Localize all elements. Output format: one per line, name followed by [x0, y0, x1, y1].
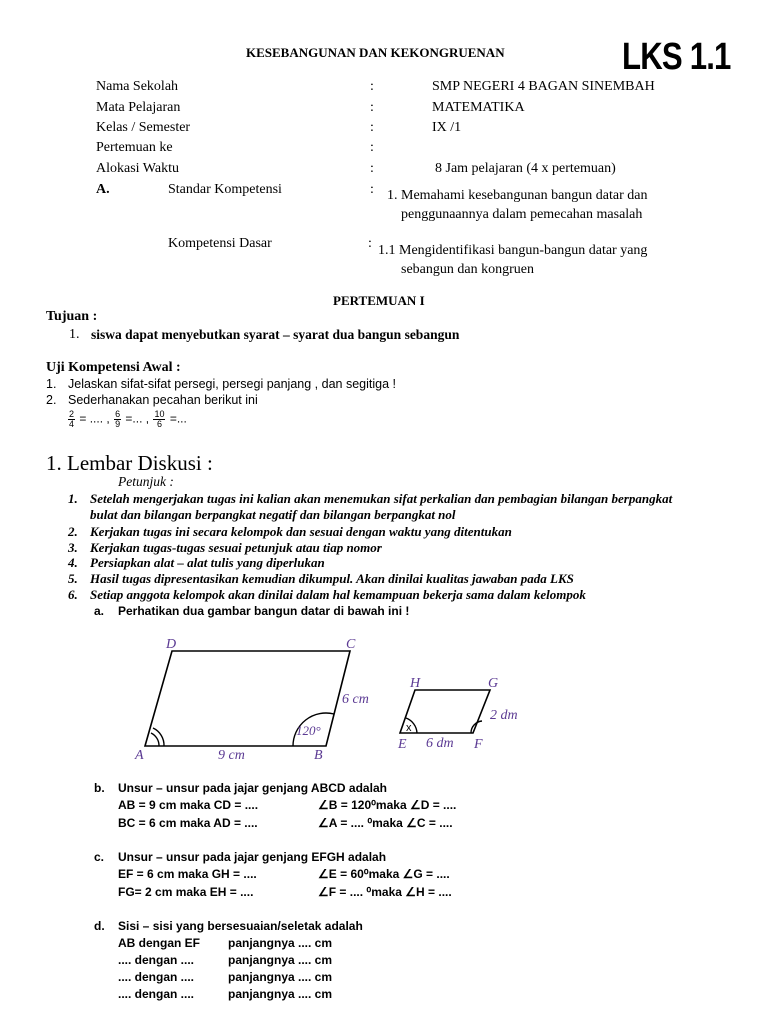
petunjuk-item-1-line2: bulat dan bilangan berpangkat negatif dan bilangan berpangkat nol: [90, 507, 456, 522]
petunjuk-label: Petunjuk :: [118, 474, 174, 489]
info-value-subject: MATEMATIKA: [432, 100, 525, 115]
standar-line1: 1. Memahami kesebangunan bangun datar dan: [387, 188, 648, 203]
petunjuk-item-6-number: 6.: [68, 587, 78, 602]
part-b-row-2-right: ∠A = .... ⁰maka ∠C = ....: [318, 816, 453, 830]
uji-item-2-number: 2.: [46, 393, 57, 407]
vertex-c-label: C: [346, 637, 356, 652]
part-d-row-2-right: panjangnya .... cm: [228, 953, 333, 967]
petunjuk-item-2-line1: Kerjakan tugas ini secara kelompok dan sesuai dengan waktu yang ditentukan: [90, 524, 512, 539]
info-label-school: Nama Sekolah: [96, 79, 179, 94]
angle-b-value: 120°: [296, 723, 321, 738]
info-colon-subject: :: [370, 100, 374, 115]
petunjuk-item-1-line1: Setelah mengerjakan tugas ini kalian akan menemukan sifat perkalian dan pembagian bilangan berpangkat: [90, 491, 673, 506]
part-b-heading: Unsur – unsur pada jajar genjang ABCD adalah: [118, 781, 387, 795]
uji-item-2-text: Sederhanakan pecahan berikut ini: [68, 393, 258, 407]
part-c-row-1-right: ∠E = 60⁰maka ∠G = ....: [318, 867, 450, 881]
parallelogram-abcd: [134, 637, 369, 763]
info-label-class: Kelas / Semester: [96, 120, 191, 135]
standar-label: Standar Kompetensi: [168, 182, 282, 197]
part-b-row-1-left: AB = 9 cm maka CD = ....: [118, 798, 259, 812]
standar-line2: penggunaannya dalam pemecahan masalah: [401, 207, 643, 222]
vertex-a-label: A: [135, 748, 144, 763]
standar-colon: :: [370, 182, 374, 197]
tujuan-heading: Tujuan :: [46, 309, 98, 324]
vertex-b-label: B: [314, 748, 323, 763]
uji-item-1-number: 1.: [46, 377, 57, 391]
fraction-3-denominator: 6: [156, 419, 162, 429]
part-a-letter: a.: [94, 604, 105, 618]
info-colon-class: :: [370, 120, 374, 135]
fraction-3: [153, 410, 165, 429]
uji-heading: Uji Kompetensi Awal :: [46, 360, 181, 375]
part-d-letter: d.: [94, 919, 105, 933]
pertemuan-heading: PERTEMUAN I: [333, 293, 425, 308]
parallelogram-efgh: [397, 676, 518, 752]
diskusi-heading: 1. Lembar Diskusi :: [46, 451, 213, 475]
tujuan-number: 1.: [69, 327, 80, 342]
uji-item-1-text: Jelaskan sifat-sifat persegi, persegi panjang , dan segitiga !: [68, 377, 396, 391]
fraction-2-tail: =... ,: [125, 411, 150, 426]
part-d-row-4-left: .... dengan ....: [118, 987, 195, 1001]
part-c-row-1-left: EF = 6 cm maka GH = ....: [118, 867, 257, 881]
fraction-row: [67, 410, 187, 429]
parallelogram-efgh-shape: [400, 690, 490, 733]
fraction-3-numerator: 10: [154, 409, 165, 419]
part-c-letter: c.: [94, 850, 105, 864]
tujuan-text: siswa dapat menyebutkan syarat – syarat dua bangun sebangun: [91, 327, 460, 342]
vertex-f-label: F: [474, 737, 483, 752]
angle-a-arc-outer: [153, 728, 164, 746]
fraction-1-denominator: 4: [69, 419, 75, 429]
info-value-class: IX /1: [432, 120, 462, 135]
fraction-2: [114, 410, 121, 429]
vertex-d-label: D: [166, 637, 177, 652]
info-label-meeting: Pertemuan ke: [96, 140, 173, 155]
part-d-row-4-right: panjangnya .... cm: [228, 987, 333, 1001]
petunjuk-item-4-line1: Persiapkan alat – alat tulis yang diperlukan: [90, 555, 325, 570]
petunjuk-item-3-line1: Kerjakan tugas-tugas sesuai petunjuk atau tiap nomor: [90, 540, 382, 555]
part-c-row-2-right: ∠F = .... ⁰maka ∠H = ....: [318, 885, 452, 899]
angle-a-arc-inner: [151, 733, 159, 746]
info-value-time: 8 Jam pelajaran (4 x pertemuan): [435, 161, 616, 176]
part-b-letter: b.: [94, 781, 105, 795]
dasar-line2: sebangun dan kongruen: [401, 262, 534, 277]
part-d-heading: Sisi – sisi yang bersesuaian/seletak adalah: [118, 919, 363, 933]
part-d-row-2-left: .... dengan ....: [118, 953, 195, 967]
fraction-1: [68, 410, 75, 429]
info-colon-time: :: [370, 161, 374, 176]
part-d-row-1-left: AB dengan EF: [118, 936, 201, 950]
petunjuk-item-3-number: 3.: [68, 540, 78, 555]
part-c-heading: Unsur – unsur pada jajar genjang EFGH adalah: [118, 850, 387, 864]
side-ab-length: 9 cm: [218, 748, 245, 763]
part-a-text: Perhatikan dua gambar bangun datar di bawah ini !: [118, 604, 410, 618]
dasar-line1: 1.1 Mengidentifikasi bangun-bangun datar yang: [378, 243, 648, 258]
part-b-row-2-left: BC = 6 cm maka AD = ....: [118, 816, 258, 830]
petunjuk-item-5-line1: Hasil tugas dipresentasikan kemudian dikumpul. Akan dinilai kualitas jawaban pada LKS: [90, 571, 574, 586]
fraction-1-numerator: 2: [69, 409, 75, 419]
petunjuk-item-6-line1: Setiap anggota kelompok akan dinilai dalam hal kemampuan bekerja sama dalam kelompok: [90, 587, 586, 602]
side-bc-length: 6 cm: [342, 692, 369, 707]
part-b-row-1-right: ∠B = 120⁰maka ∠D = ....: [318, 798, 457, 812]
angle-e-arc: [406, 718, 417, 733]
petunjuk-item-2-number: 2.: [68, 524, 78, 539]
petunjuk-item-4-number: 4.: [68, 555, 78, 570]
vertex-h-label: H: [410, 676, 421, 691]
fraction-1-tail: = .... ,: [79, 411, 110, 426]
part-d-row-3-left: .... dengan ....: [118, 970, 195, 984]
fraction-2-denominator: 9: [115, 419, 121, 429]
side-fg-length: 2 dm: [490, 708, 518, 723]
info-colon-school: :: [370, 79, 374, 94]
fraction-2-numerator: 6: [115, 409, 121, 419]
vertex-e-label: E: [398, 737, 407, 752]
dasar-label: Kompetensi Dasar: [168, 236, 272, 251]
dasar-colon: :: [368, 236, 372, 251]
angle-b-arc: [293, 713, 334, 746]
fraction-3-tail: =...: [169, 411, 187, 426]
parallelogram-abcd-shape: [145, 651, 350, 746]
part-d-row-1-right: panjangnya .... cm: [228, 936, 333, 950]
petunjuk-item-5-number: 5.: [68, 571, 78, 586]
vertex-g-label: G: [488, 676, 499, 691]
lks-badge: LKS 1.1: [622, 36, 731, 78]
angle-f-arc: [471, 721, 482, 733]
standar-letter: A.: [96, 182, 110, 197]
petunjuk-item-1-number: 1.: [68, 491, 78, 506]
info-label-subject: Mata Pelajaran: [96, 100, 181, 115]
part-c-row-2-left: FG= 2 cm maka EH = ....: [118, 885, 254, 899]
part-d-row-3-right: panjangnya .... cm: [228, 970, 333, 984]
info-label-time: Alokasi Waktu: [96, 161, 179, 176]
info-value-school: SMP NEGERI 4 BAGAN SINEMBAH: [432, 79, 655, 94]
info-colon-meeting: :: [370, 140, 374, 155]
side-ef-length: 6 dm: [426, 736, 454, 751]
angle-e-variable: x: [406, 722, 412, 734]
document-title: KESEBANGUNAN DAN KEKONGRUENAN: [246, 45, 505, 60]
